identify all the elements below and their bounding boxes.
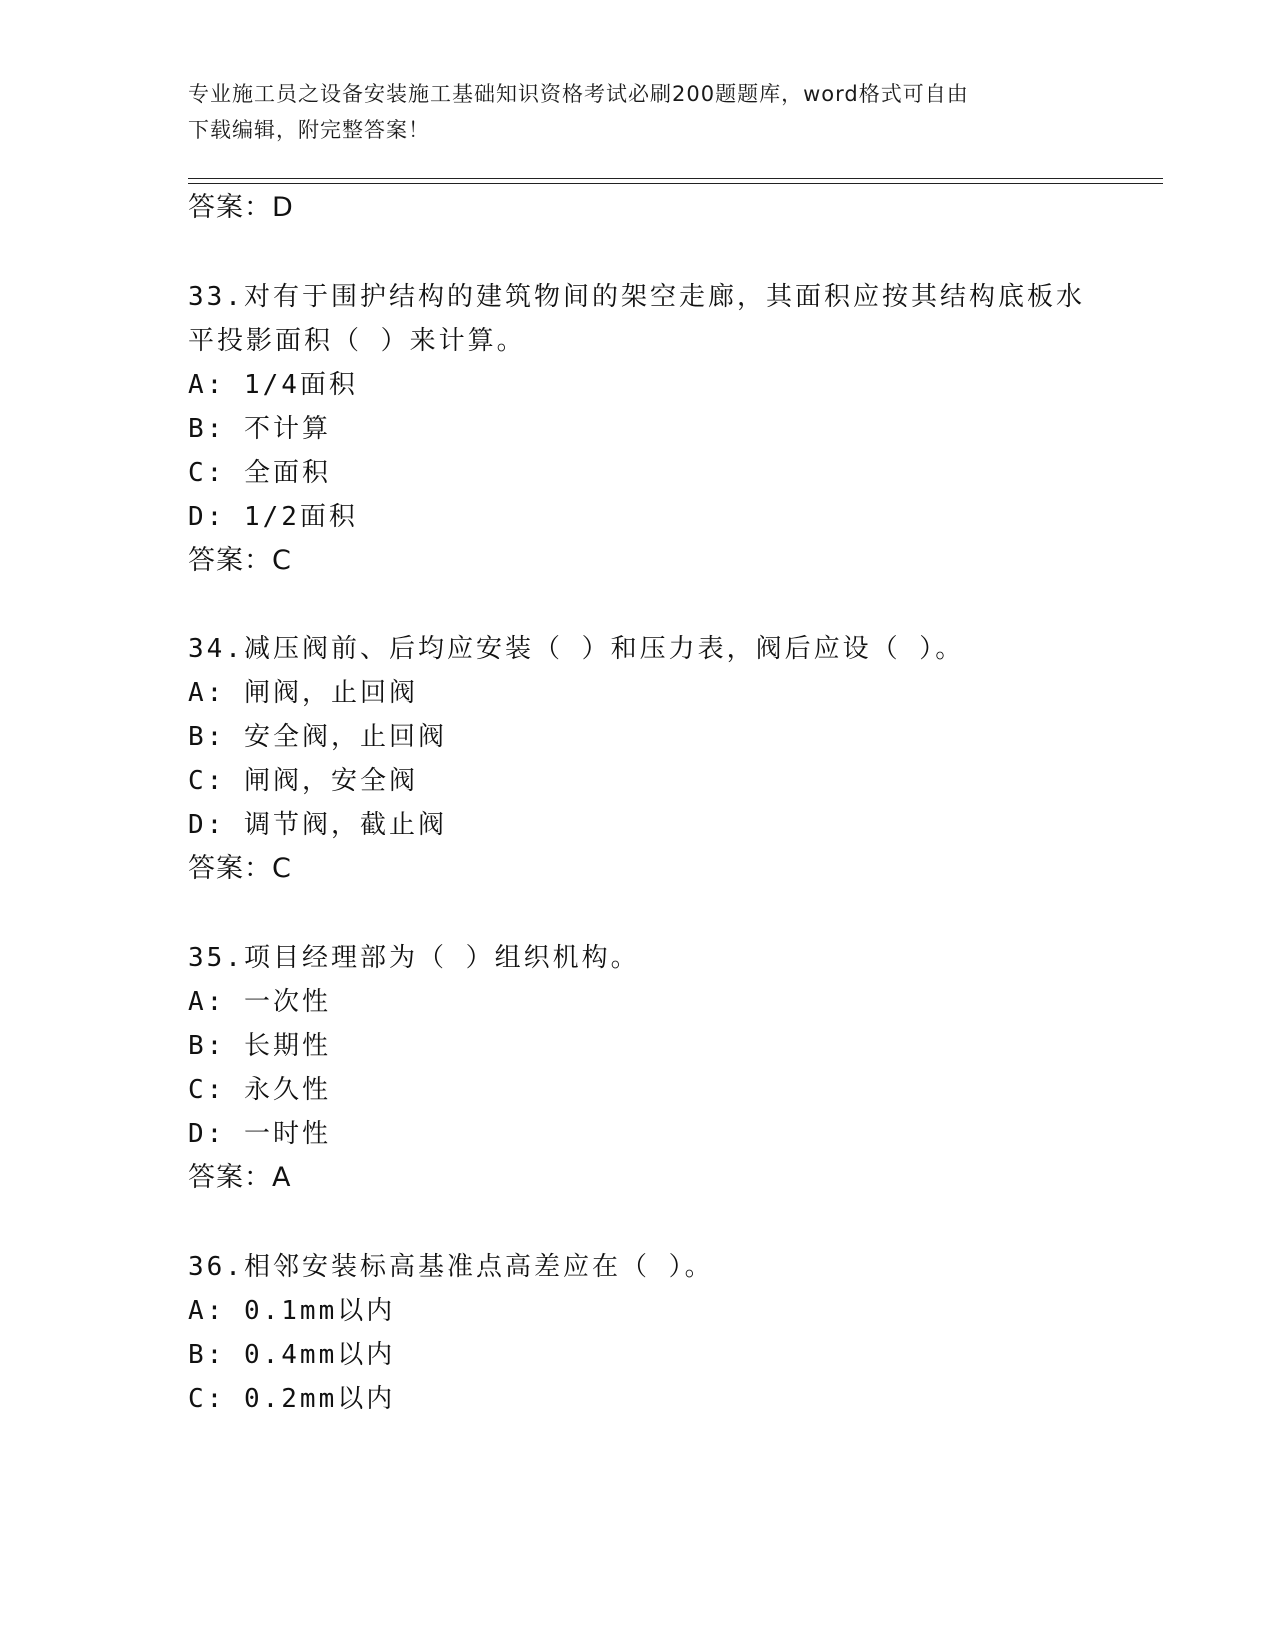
question-34-stem: 34.减压阀前、后均应安装（ ）和压力表，阀后应设（ ）。: [188, 634, 965, 664]
previous-answer: 答案：D: [188, 192, 294, 223]
question-35-stem: 35.项目经理部为（ ）组织机构。: [188, 943, 640, 973]
question-36-option-c: C: 0.2mm以内: [188, 1384, 396, 1414]
question-36-option-a: A: 0.1mm以内: [188, 1296, 396, 1326]
question-33-stem-line-2: 平投影面积（ ）来计算。: [188, 326, 526, 356]
question-34-option-a: A: 闸阀，止回阀: [188, 678, 418, 708]
header-line-1: 专业施工员之设备安装施工基础知识资格考试必刷200题题库，word格式可自由: [188, 82, 969, 106]
question-35-answer: 答案：A: [188, 1162, 292, 1193]
question-34-option-b: B: 安全阀，止回阀: [188, 722, 447, 752]
document-header: [188, 76, 1088, 148]
question-35-option-d: D: 一时性: [188, 1119, 331, 1149]
question-36-stem: 36.相邻安装标高基准点高差应在（ ）。: [188, 1252, 714, 1282]
question-35-option-a: A: 一次性: [188, 987, 331, 1017]
question-33-option-d: D: 1/2面积: [188, 502, 358, 532]
question-34-option-d: D: 调节阀，截止阀: [188, 810, 447, 840]
question-33-stem-line-1: 33.对有于围护结构的建筑物间的架空走廊，其面积应按其结构底板水: [188, 282, 1085, 312]
header-divider-top: [188, 178, 1163, 179]
question-35-option-c: C: 永久性: [188, 1075, 331, 1105]
question-34-answer: 答案：C: [188, 853, 292, 884]
header-line-2: 下载编辑，附完整答案！: [188, 118, 430, 142]
question-36-option-b: B: 0.4mm以内: [188, 1340, 396, 1370]
question-35-option-b: B: 长期性: [188, 1031, 331, 1061]
question-33-option-a: A: 1/4面积: [188, 370, 358, 400]
question-33-answer: 答案：C: [188, 545, 292, 576]
question-33-option-b: B: 不计算: [188, 414, 331, 444]
header-divider-bottom: [188, 183, 1163, 184]
question-33-option-c: C: 全面积: [188, 458, 331, 488]
question-34-option-c: C: 闸阀，安全阀: [188, 766, 418, 796]
